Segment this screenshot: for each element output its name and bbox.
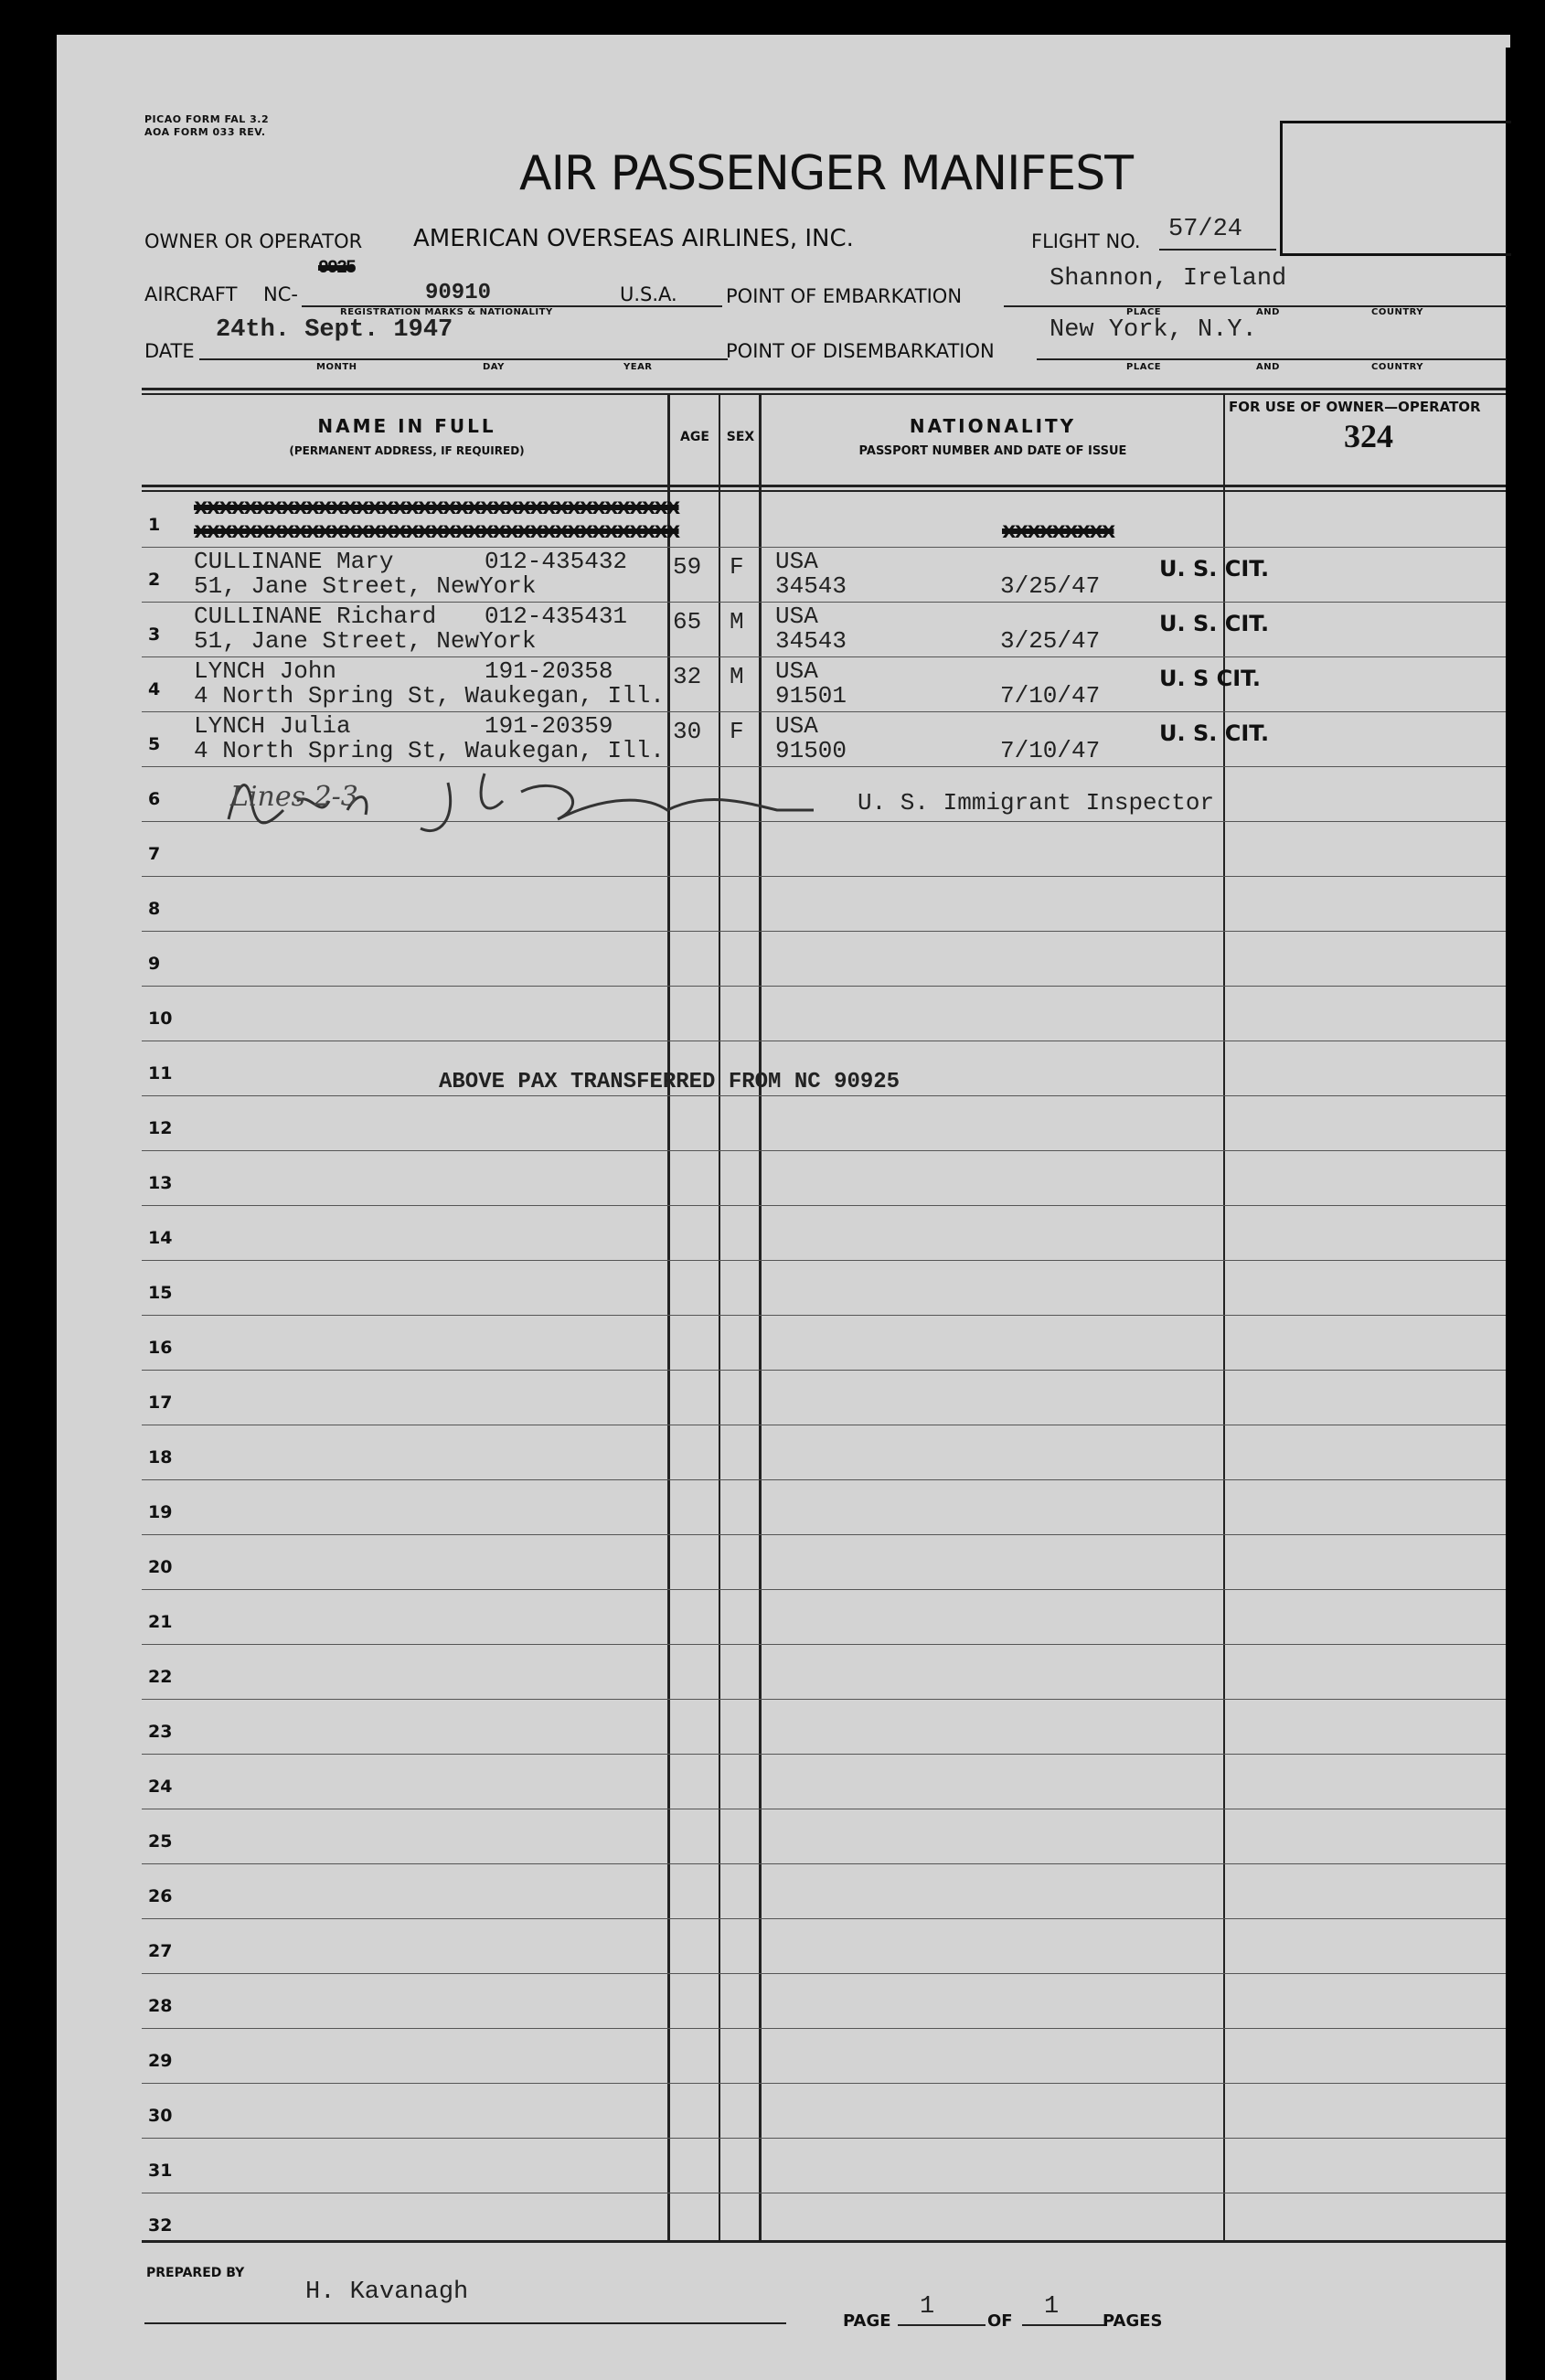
passenger-address: 4 North Spring St, Waukegan, Ill. [194, 682, 665, 710]
row-divider [142, 1095, 1506, 1096]
aircraft-struck-value: 9925 [318, 258, 356, 279]
row-number: 9 [148, 954, 161, 974]
owner-use-value: 324 [1344, 418, 1393, 454]
passenger-passport: 34543 [775, 572, 847, 600]
row-divider [142, 1315, 1506, 1316]
row-divider [142, 1479, 1506, 1480]
registration-caption: REGISTRATION MARKS & NATIONALITY [340, 307, 553, 317]
aircraft-value: 90910 [425, 281, 492, 305]
passenger-nationality: USA [775, 603, 818, 630]
row-divider [142, 1534, 1506, 1535]
prepared-label: PREPARED BY [146, 2266, 245, 2280]
flight-label: FLIGHT NO. [1031, 230, 1141, 252]
embarkation-place-caption: PLACE [1126, 307, 1162, 317]
row-number: 4 [148, 679, 161, 699]
passenger-name: CULLINANE Richard [194, 603, 437, 630]
row-divider [142, 2083, 1506, 2084]
embarkation-value: Shannon, Ireland [1050, 265, 1287, 293]
citizenship-stamp: U. S. CIT. [1159, 720, 1270, 746]
flight-underline [1159, 249, 1276, 251]
row-number: 32 [148, 2215, 173, 2236]
citizenship-stamp: U. S. CIT. [1159, 556, 1270, 582]
row-divider [142, 1205, 1506, 1206]
inspector-note: Lines 2-3 [230, 781, 358, 813]
disembarkation-value: New York, N.Y. [1050, 316, 1257, 344]
prepared-underline [144, 2322, 786, 2324]
pages-label: PAGES [1103, 2311, 1163, 2331]
passenger-sex: M [730, 608, 744, 635]
row-divider [142, 1699, 1506, 1700]
nationality-column-subheader: PASSPORT NUMBER AND DATE OF ISSUE [858, 444, 1127, 458]
table-header-bottom [142, 485, 1506, 487]
row-number: 2 [148, 570, 161, 590]
transfer-note: ABOVE PAX TRANSFERRED FROM NC 90925 [439, 1070, 900, 1094]
embarkation-underline [1004, 305, 1507, 307]
passenger-passport: 91501 [775, 682, 847, 710]
aircraft-nationality: U.S.A. [620, 283, 677, 305]
row-divider [142, 1863, 1506, 1864]
row-number: 13 [148, 1173, 173, 1193]
passenger-age: 30 [673, 718, 702, 745]
row-divider [142, 876, 1506, 877]
passenger-name: LYNCH John [194, 657, 337, 685]
passenger-sex: F [730, 553, 744, 581]
name-column-header: NAME IN FULL [317, 415, 496, 437]
row-divider [142, 1150, 1506, 1151]
page-value: 1 [920, 2293, 935, 2321]
disembarkation-underline [1037, 358, 1507, 360]
row-divider [142, 2138, 1506, 2139]
prepared-value: H. Kavanagh [305, 2279, 469, 2306]
col-divider-sex [759, 393, 762, 2240]
top-right-box [1280, 121, 1511, 256]
row-number: 29 [148, 2051, 173, 2071]
document-title: AIR PASSENGER MANIFEST [519, 146, 1133, 201]
passenger-name: CULLINANE Mary [194, 548, 394, 575]
row-number: 6 [148, 789, 161, 809]
row-number: 31 [148, 2161, 173, 2181]
row-number: 24 [148, 1777, 173, 1797]
month-caption: MONTH [316, 362, 357, 372]
row-number: 3 [148, 624, 161, 645]
passenger-age: 65 [673, 608, 702, 635]
row-number: 14 [148, 1228, 173, 1248]
row-divider [142, 986, 1506, 987]
passenger-sex: M [730, 663, 744, 690]
row-number: 18 [148, 1447, 173, 1467]
row-number: 30 [148, 2106, 173, 2126]
pages-underline [1022, 2324, 1104, 2326]
row-number: 17 [148, 1393, 173, 1413]
row-number: 5 [148, 734, 161, 754]
page-underline [898, 2324, 986, 2326]
disembarkation-and-caption: AND [1256, 362, 1280, 372]
inspector-title: U. S. Immigrant Inspector [858, 789, 1215, 816]
row-number: 20 [148, 1557, 173, 1577]
disembarkation-place-caption: PLACE [1126, 362, 1162, 372]
passenger-nationality: USA [775, 548, 818, 575]
sex-column-header: SEX [726, 430, 755, 444]
row-number: 12 [148, 1118, 173, 1138]
row-number: 25 [148, 1831, 173, 1852]
row-number: 1 [148, 515, 161, 535]
table-top-border [142, 388, 1506, 390]
row-number: 28 [148, 1996, 173, 2016]
passenger-issue-date: 3/25/47 [1000, 627, 1101, 655]
row-divider [142, 1644, 1506, 1645]
aircraft-prefix: NC- [263, 283, 298, 305]
passenger-sex: F [730, 718, 744, 745]
row-number: 7 [148, 844, 161, 864]
row-number: 15 [148, 1283, 173, 1303]
col-divider-age [719, 393, 720, 2240]
passenger-id: 191-20358 [485, 657, 613, 685]
date-label: DATE [144, 340, 195, 362]
row-number: 10 [148, 1009, 173, 1029]
embarkation-country-caption: COUNTRY [1371, 307, 1424, 317]
table-top-border-2 [142, 393, 1506, 395]
row-number: 27 [148, 1941, 173, 1961]
row-number: 16 [148, 1338, 173, 1358]
date-value: 24th. Sept. 1947 [216, 316, 453, 344]
row-divider [142, 1918, 1506, 1919]
owner-label: OWNER OR OPERATOR [144, 230, 363, 252]
year-caption: YEAR [623, 362, 653, 372]
embarkation-and-caption: AND [1256, 307, 1280, 317]
row-number: 22 [148, 1667, 173, 1687]
owner-value: AMERICAN OVERSEAS AIRLINES, INC. [413, 225, 854, 252]
row-divider [142, 1754, 1506, 1755]
passenger-id: 012-435431 [485, 603, 628, 630]
date-underline [199, 358, 728, 360]
row-divider [142, 2028, 1506, 2029]
passenger-nationality: USA [775, 712, 818, 740]
row-number: 19 [148, 1502, 173, 1522]
disembarkation-country-caption: COUNTRY [1371, 362, 1424, 372]
row-number: 26 [148, 1886, 173, 1906]
row-number: 21 [148, 1612, 173, 1632]
passenger-age: 59 [673, 553, 702, 581]
flight-value: 57/24 [1168, 216, 1243, 243]
nationality-column-header: NATIONALITY [909, 415, 1077, 437]
row-number: 11 [148, 1063, 173, 1083]
row-divider [142, 1973, 1506, 1974]
struck-entry-line2: xxxxxxxxxxxxxxxxxxxxxxxxxxxxxxxxxxxxxxx [194, 518, 679, 545]
row-number: 23 [148, 1722, 173, 1742]
passenger-issue-date: 3/25/47 [1000, 572, 1101, 600]
table-bottom-border [142, 2240, 1506, 2243]
aircraft-label: AIRCRAFT [144, 283, 238, 305]
day-caption: DAY [483, 362, 505, 372]
row-divider [142, 931, 1506, 932]
pages-value: 1 [1044, 2293, 1060, 2321]
page-label: PAGE [843, 2311, 891, 2331]
name-column-subheader: (PERMANENT ADDRESS, IF REQUIRED) [289, 444, 525, 457]
struck-entry-line1: xxxxxxxxxxxxxxxxxxxxxxxxxxxxxxxxxxxxxxx [194, 494, 679, 521]
embarkation-label: POINT OF EMBARKATION [726, 285, 963, 307]
passenger-issue-date: 7/10/47 [1000, 682, 1101, 710]
passenger-id: 191-20359 [485, 712, 613, 740]
passenger-nationality: USA [775, 657, 818, 685]
row-divider [142, 1370, 1506, 1371]
age-column-header: AGE [680, 430, 709, 444]
passenger-address: 51, Jane Street, NewYork [194, 572, 537, 600]
passenger-issue-date: 7/10/47 [1000, 737, 1101, 764]
row-divider [142, 656, 1506, 657]
disembarkation-label: POINT OF DISEMBARKATION [726, 340, 995, 362]
owner-use-column-header: FOR USE OF OWNER—OPERATOR [1229, 399, 1481, 415]
passenger-address: 51, Jane Street, NewYork [194, 627, 537, 655]
passenger-address: 4 North Spring St, Waukegan, Ill. [194, 737, 665, 764]
col-divider-name [667, 393, 670, 2240]
row-divider [142, 1589, 1506, 1590]
passenger-passport: 91500 [775, 737, 847, 764]
citizenship-stamp: U. S. CIT. [1159, 611, 1270, 636]
passenger-id: 012-435432 [485, 548, 628, 575]
struck-entry-date: xxxxxxxxx [1002, 518, 1114, 545]
of-label: OF [987, 2311, 1013, 2331]
form-id-line2: AOA FORM 033 REV. [144, 126, 266, 138]
row-divider [142, 1260, 1506, 1261]
passenger-name: LYNCH Julia [194, 712, 351, 740]
form-id-line1: PICAO FORM FAL 3.2 [144, 113, 270, 125]
passenger-passport: 34543 [775, 627, 847, 655]
passenger-age: 32 [673, 663, 702, 690]
row-number: 8 [148, 899, 161, 919]
table-header-bottom-2 [142, 490, 1506, 492]
citizenship-stamp: U. S CIT. [1159, 666, 1261, 691]
scan-edge [1506, 48, 1545, 2380]
